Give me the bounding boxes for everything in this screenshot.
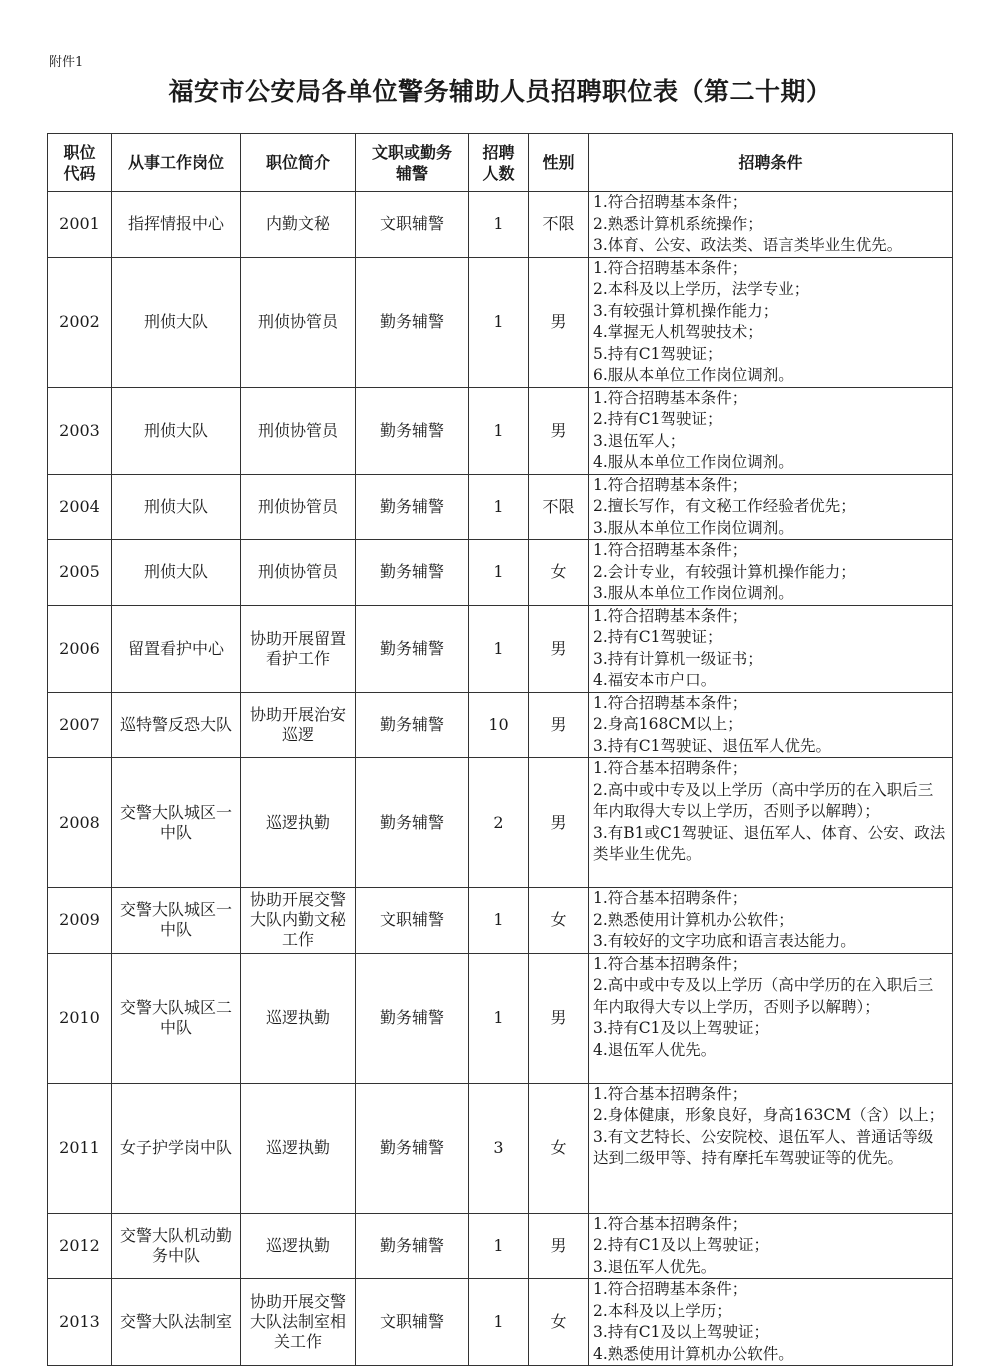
table-row [48, 692, 953, 758]
requirement-item: 2.身高168CM以上； [593, 715, 743, 733]
cell-code: 2012 [48, 1213, 112, 1279]
cell-code: 2010 [48, 953, 112, 1083]
cell-gender: 男 [529, 605, 589, 692]
cell-count: 1 [469, 888, 529, 954]
table-row [48, 1213, 953, 1279]
requirement-item: 3.有较强计算机操作能力； [593, 301, 779, 320]
requirement-item: 2.高中或中专及以上学历（高中学历的在入职后三年内取得大专以上学历，否则予以解聘）； [593, 780, 934, 820]
cell-intro: 刑侦协管员 [241, 387, 356, 474]
cell-post: 刑侦大队 [112, 474, 241, 540]
requirement-item: 3.体育、公安、政法类、语言类毕业生优先。 [593, 236, 903, 254]
requirement-item: 2.本科及以上学历，法学专业； [593, 280, 810, 298]
cell-post: 交警大队城区一中队 [112, 888, 241, 954]
cell-code: 2005 [48, 540, 112, 606]
cell-post: 留置看护中心 [112, 605, 241, 692]
requirement-item: 3.服从本单位工作岗位调剂。 [593, 518, 794, 537]
requirement-item: 2.持有C1驾驶证； [593, 628, 723, 646]
cell-intro: 刑侦协管员 [241, 540, 356, 606]
cell-post: 女子护学岗中队 [112, 1083, 241, 1213]
cell-type: 勤务辅警 [356, 1213, 469, 1279]
table-row [48, 758, 953, 888]
cell-post: 刑侦大队 [112, 257, 241, 387]
cell-gender: 女 [529, 540, 589, 606]
cell-type: 勤务辅警 [356, 953, 469, 1083]
requirement-item: 3.持有C1及以上驾驶证； [593, 1323, 770, 1341]
cell-code: 2007 [48, 692, 112, 758]
cell-gender: 男 [529, 758, 589, 888]
cell-count: 1 [469, 474, 529, 540]
cell-count: 1 [469, 540, 529, 606]
cell-requirements [589, 1213, 953, 1279]
cell-requirements [589, 257, 953, 387]
requirement-item: 2.持有C1驾驶证； [593, 410, 723, 428]
cell-type: 勤务辅警 [356, 692, 469, 758]
requirement-item: 1.符合招聘基本条件； [593, 606, 748, 625]
cell-intro: 巡逻执勤 [241, 758, 356, 888]
page-title: 福安市公安局各单位警务辅助人员招聘职位表（第二十期） [168, 77, 832, 106]
header-count: 招聘人数 [469, 134, 529, 192]
requirement-item: 3.服从本单位工作岗位调剂。 [593, 584, 794, 602]
cell-post: 指挥情报中心 [112, 192, 241, 258]
cell-requirements [589, 1279, 953, 1366]
cell-count: 1 [469, 1279, 529, 1366]
cell-count: 1 [469, 387, 529, 474]
cell-post: 交警大队机动勤务中队 [112, 1213, 241, 1279]
cell-type: 勤务辅警 [356, 1083, 469, 1213]
header-intro: 职位简介 [241, 134, 356, 192]
requirement-item: 1.符合招聘基本条件； [593, 693, 748, 712]
cell-code: 2004 [48, 474, 112, 540]
cell-gender: 男 [529, 257, 589, 387]
cell-code: 2009 [48, 888, 112, 954]
cell-requirements [589, 474, 953, 540]
requirement-item: 3.有较好的文字功底和语言表达能力。 [593, 932, 856, 950]
requirement-item: 3.持有计算机一级证书； [593, 649, 763, 668]
cell-requirements [589, 888, 953, 954]
cell-code: 2006 [48, 605, 112, 692]
requirement-item: 6.服从本单位工作岗位调剂。 [593, 366, 794, 384]
requirement-item: 1.符合基本招聘条件； [593, 759, 748, 777]
cell-intro: 巡逻执勤 [241, 1083, 356, 1213]
requirement-item: 2.擅长写作，有文秘工作经验者优先； [593, 497, 856, 515]
cell-gender: 男 [529, 692, 589, 758]
attachment-label: 附件1 [49, 55, 84, 70]
requirement-item: 3.退伍军人； [593, 431, 686, 450]
cell-intro: 刑侦协管员 [241, 257, 356, 387]
cell-count: 1 [469, 1213, 529, 1279]
cell-intro: 刑侦协管员 [241, 474, 356, 540]
cell-code: 2008 [48, 758, 112, 888]
table-header-row [48, 134, 953, 192]
table-row [48, 1279, 953, 1366]
cell-count: 2 [469, 758, 529, 888]
cell-code: 2002 [48, 257, 112, 387]
cell-post: 交警大队法制室 [112, 1279, 241, 1366]
cell-requirements [589, 758, 953, 888]
requirement-item: 1.符合招聘基本条件； [593, 475, 748, 494]
cell-post: 交警大队城区二中队 [112, 953, 241, 1083]
requirement-item: 4.退伍军人优先。 [593, 1040, 717, 1059]
cell-gender: 女 [529, 1279, 589, 1366]
cell-type: 勤务辅警 [356, 540, 469, 606]
cell-type: 勤务辅警 [356, 758, 469, 888]
requirement-item: 1.符合基本招聘条件； [593, 1214, 748, 1233]
table-row [48, 540, 953, 606]
cell-type: 勤务辅警 [356, 605, 469, 692]
cell-gender: 不限 [529, 192, 589, 258]
requirement-item: 3.退伍军人优先。 [593, 1257, 717, 1276]
cell-count: 1 [469, 953, 529, 1083]
requirement-item: 1.符合基本招聘条件； [593, 1084, 748, 1103]
cell-post: 交警大队城区一中队 [112, 758, 241, 888]
cell-intro: 巡逻执勤 [241, 953, 356, 1083]
table-row [48, 192, 953, 258]
cell-requirements [589, 387, 953, 474]
table-row [48, 888, 953, 954]
cell-type: 文职辅警 [356, 1279, 469, 1366]
cell-gender: 男 [529, 387, 589, 474]
recruitment-table [47, 133, 953, 1366]
cell-gender: 女 [529, 1083, 589, 1213]
cell-count: 10 [469, 692, 529, 758]
cell-gender: 不限 [529, 474, 589, 540]
cell-intro: 协助开展交警大队内勤文秘工作 [241, 888, 356, 954]
requirement-item: 4.福安本市户口。 [593, 671, 717, 689]
cell-gender: 男 [529, 1213, 589, 1279]
header-requirements: 招聘条件 [589, 134, 953, 192]
cell-type: 勤务辅警 [356, 474, 469, 540]
cell-count: 3 [469, 1083, 529, 1213]
requirement-item: 1.符合招聘基本条件； [593, 193, 748, 211]
requirement-item: 1.符合基本招聘条件； [593, 954, 748, 973]
cell-post: 巡特警反恐大队 [112, 692, 241, 758]
table-row [48, 953, 953, 1083]
table-row [48, 387, 953, 474]
cell-intro: 内勤文秘 [241, 192, 356, 258]
requirement-item: 2.熟悉使用计算机办公软件； [593, 910, 794, 929]
requirement-item: 4.服从本单位工作岗位调剂。 [593, 453, 794, 471]
cell-type: 文职辅警 [356, 192, 469, 258]
cell-requirements [589, 692, 953, 758]
cell-code: 2003 [48, 387, 112, 474]
requirement-item: 2.身体健康，形象良好，身高163CM（含）以上； [593, 1106, 945, 1124]
cell-gender: 女 [529, 888, 589, 954]
requirement-item: 4.掌握无人机驾驶技术； [593, 323, 763, 341]
cell-intro: 协助开展交警大队法制室相关工作 [241, 1279, 356, 1366]
requirement-item: 2.本科及以上学历； [593, 1301, 732, 1320]
cell-requirements [589, 605, 953, 692]
requirement-item: 3.持有C1及以上驾驶证； [593, 1019, 770, 1037]
cell-type: 勤务辅警 [356, 257, 469, 387]
table-row [48, 1083, 953, 1213]
requirement-item: 2.持有C1及以上驾驶证； [593, 1236, 770, 1254]
cell-gender: 男 [529, 953, 589, 1083]
cell-requirements [589, 1083, 953, 1213]
header-type: 文职或勤务辅警 [356, 134, 469, 192]
cell-count: 1 [469, 192, 529, 258]
cell-requirements [589, 192, 953, 258]
requirement-item: 3.持有C1驾驶证、退伍军人优先。 [593, 736, 832, 755]
requirement-item: 2.会计专业，有较强计算机操作能力； [593, 562, 856, 581]
cell-post: 刑侦大队 [112, 387, 241, 474]
cell-requirements [589, 540, 953, 606]
table-row [48, 474, 953, 540]
requirement-item: 1.符合招聘基本条件； [593, 1280, 748, 1298]
requirement-item: 3.有文艺特长、公安院校、退伍军人、普通话等级达到二级甲等、持有摩托车驾驶证等的优先。 [593, 1127, 934, 1167]
cell-requirements [589, 953, 953, 1083]
cell-code: 2011 [48, 1083, 112, 1213]
requirement-item: 1.符合招聘基本条件； [593, 388, 748, 407]
header-post: 从事工作岗位 [112, 134, 241, 192]
table-row [48, 257, 953, 387]
header-code: 职位代码 [48, 134, 112, 192]
requirement-item: 2.高中或中专及以上学历（高中学历的在入职后三年内取得大专以上学历，否则予以解聘）； [593, 976, 934, 1016]
cell-intro: 巡逻执勤 [241, 1213, 356, 1279]
requirement-item: 1.符合基本招聘条件； [593, 889, 748, 907]
requirement-item: 1.符合招聘基本条件； [593, 541, 748, 559]
cell-type: 文职辅警 [356, 888, 469, 954]
cell-post: 刑侦大队 [112, 540, 241, 606]
requirement-item: 3.有B1或C1驾驶证、退伍军人、体育、公安、政法类毕业生优先。 [593, 823, 946, 863]
cell-code: 2001 [48, 192, 112, 258]
requirement-item: 2.熟悉计算机系统操作； [593, 214, 763, 233]
header-gender: 性别 [529, 134, 589, 192]
cell-intro: 协助开展治安巡逻 [241, 692, 356, 758]
requirement-item: 4.熟悉使用计算机办公软件。 [593, 1344, 794, 1363]
cell-count: 1 [469, 257, 529, 387]
cell-code: 2013 [48, 1279, 112, 1366]
requirement-item: 5.持有C1驾驶证； [593, 344, 723, 363]
cell-type: 勤务辅警 [356, 387, 469, 474]
requirement-item: 1.符合招聘基本条件； [593, 258, 748, 277]
table-row [48, 605, 953, 692]
cell-count: 1 [469, 605, 529, 692]
cell-intro: 协助开展留置看护工作 [241, 605, 356, 692]
